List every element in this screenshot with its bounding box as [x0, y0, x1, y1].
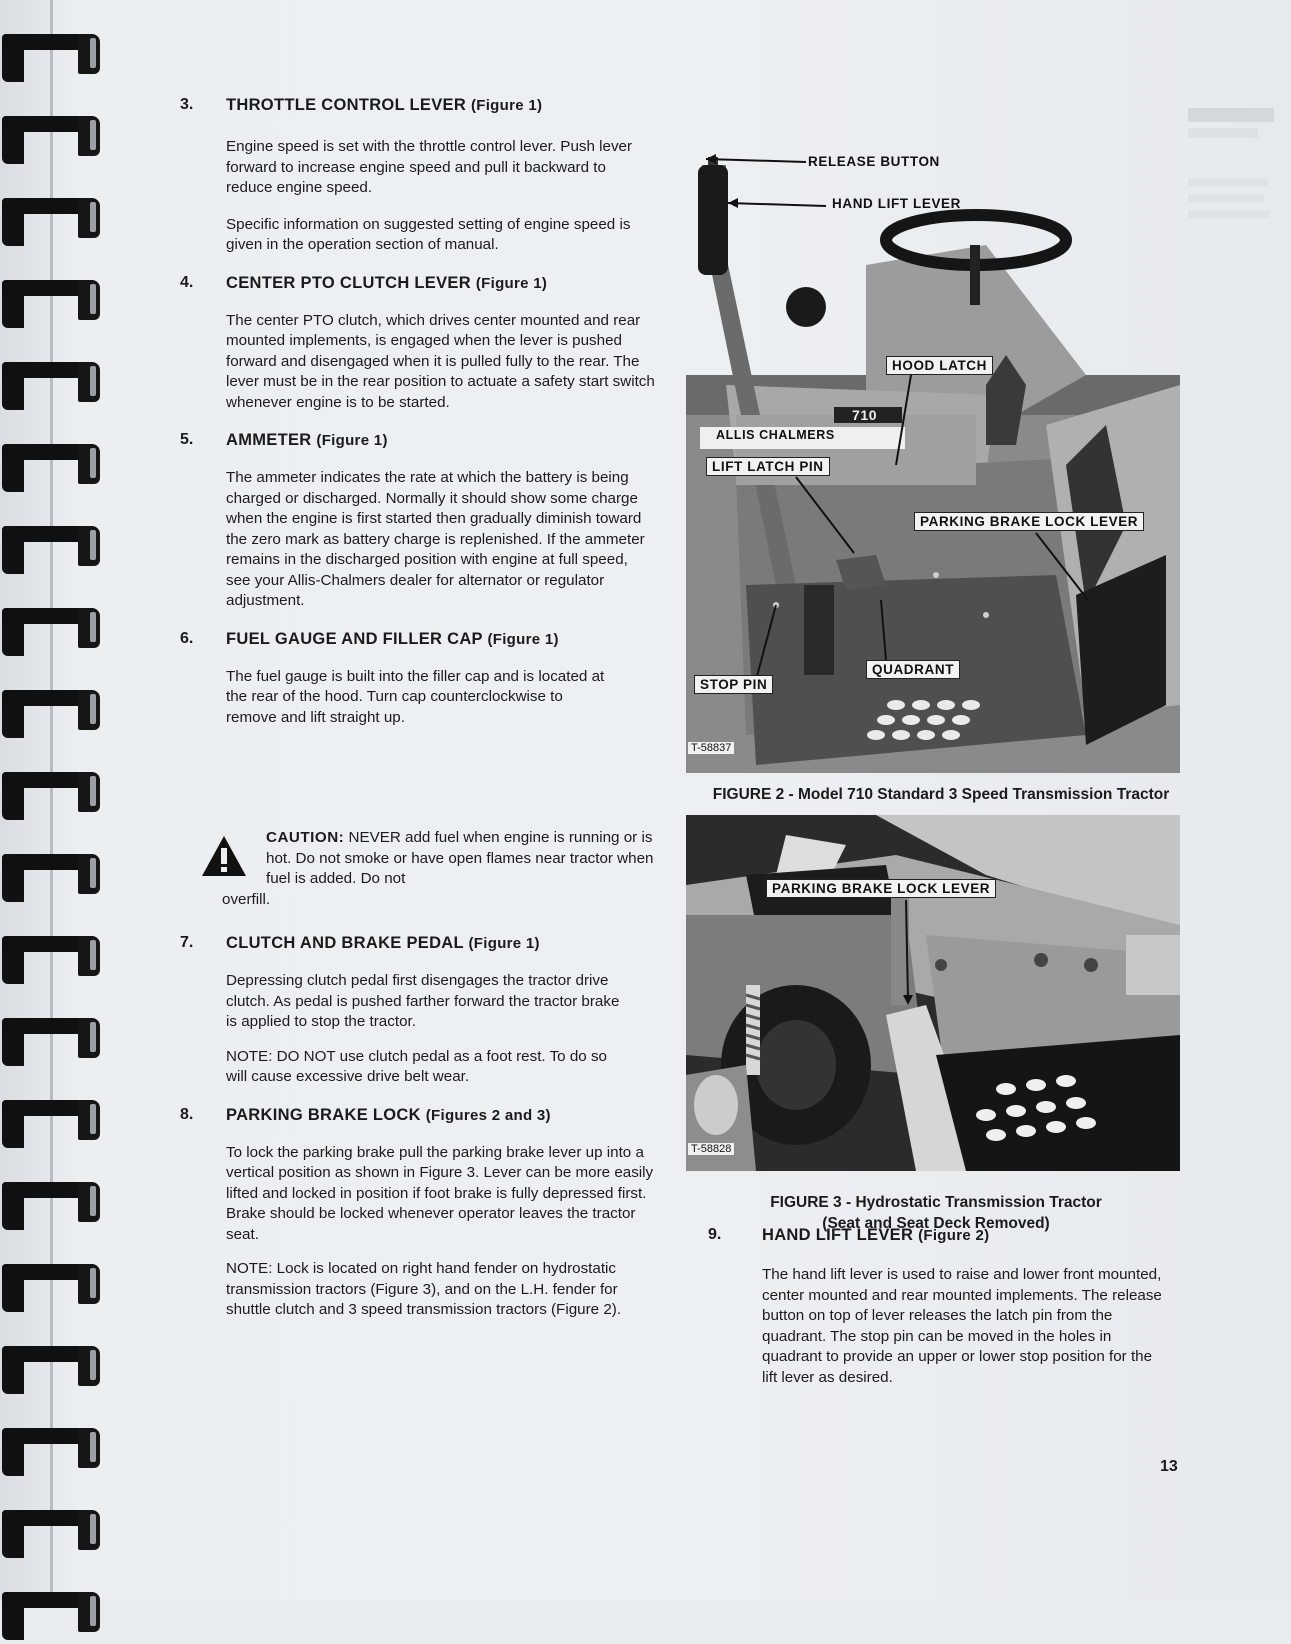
- label-quadrant: QUADRANT: [866, 660, 960, 679]
- section-5: [180, 431, 680, 612]
- section-4: [180, 274, 680, 414]
- section-number: 4.: [180, 273, 194, 291]
- bleed-through-text: [1188, 108, 1278, 226]
- paragraph: Specific information on suggested setting of engine speed is given in the operation section of manual.: [226, 215, 631, 253]
- section-heading: [226, 431, 680, 450]
- binding-coil: [2, 848, 98, 906]
- figure-reference: (Figure 1): [487, 630, 559, 648]
- section-title: AMMETER: [226, 431, 312, 449]
- binding-coil: [2, 766, 98, 824]
- caution-body: NEVER add fuel when engine is running or is hot. Do not smoke or have open flames near tractor when fuel is added. Do not: [266, 829, 654, 887]
- section-number: 6.: [180, 629, 194, 647]
- label-parking-brake-lock-lever: PARKING BRAKE LOCK LEVER: [766, 879, 996, 898]
- section-title: CENTER PTO CLUTCH LEVER: [226, 273, 471, 292]
- page-number: 13: [1160, 1458, 1178, 1475]
- section-heading: [226, 934, 680, 953]
- figure-3: [686, 815, 1180, 1171]
- label-release-button: RELEASE BUTTON: [808, 154, 940, 169]
- section-heading: [226, 630, 680, 649]
- binding-coil: [2, 1586, 98, 1644]
- figure-2-caption: FIGURE 2 - Model 710 Standard 3 Speed Transmission Tractor: [712, 786, 1170, 803]
- binding-coil: [2, 1094, 98, 1152]
- section-heading: [762, 1226, 1178, 1245]
- figure-3-caption-line-1: FIGURE 3 - Hydrostatic Transmission Tractor: [770, 1194, 1102, 1211]
- paragraph: NOTE: DO NOT use clutch pedal as a foot rest. To do so will cause excessive drive belt wear.: [226, 1047, 607, 1085]
- section-number: 8.: [180, 1105, 194, 1123]
- paragraph: To lock the parking brake pull the parking brake lever up into a vertical position as shown in Figure 3. Lever can be more easily lifted and locked in position if foot brake is fully depressed first. Brake should be locked whenever operator leaves the tractor seat.: [226, 1143, 654, 1243]
- binding-coil: [2, 520, 98, 578]
- paragraph: Depressing clutch pedal first disengages the tractor drive clutch. As pedal is pushed farther forward the tractor brake is applied to stop the tractor.: [226, 972, 620, 1030]
- figure-2: [686, 145, 1180, 773]
- figure-reference: (Figure 1): [470, 97, 543, 114]
- badge-model: 710: [852, 407, 878, 423]
- binding-coil: [2, 1258, 98, 1316]
- binding-coil: [2, 602, 98, 660]
- label-parking-brake-lock-lever: PARKING BRAKE LOCK LEVER: [914, 512, 1144, 531]
- binding-coil: [2, 356, 98, 414]
- binding-coil: [2, 192, 98, 250]
- binding-coil: [2, 1340, 98, 1398]
- figure-reference: (Figure 1): [468, 935, 540, 952]
- photo-number: T-58837: [688, 742, 734, 754]
- badge-brand: ALLIS CHALMERS: [716, 428, 835, 442]
- paragraph: The ammeter indicates the rate at which the battery is being charged or discharged. Normally it should show some charge when the engine is first started then gradually diminish toward the zero mark as battery charge is replenished. If the ammeter remains in the discharged position with engine at full speed, see your Allis-Chalmers dealer for alternator or regulator adjustment.: [226, 469, 645, 609]
- section-heading: [226, 1106, 680, 1125]
- label-stop-pin: STOP PIN: [694, 675, 773, 694]
- section-heading: [226, 96, 680, 115]
- binding-coil: [2, 28, 98, 86]
- section-8: [180, 1106, 680, 1321]
- warning-icon: [200, 834, 248, 878]
- figure-reference: (Figure 2): [918, 1227, 990, 1244]
- binding-coil: [2, 274, 98, 332]
- spiral-binding: [0, 0, 110, 1600]
- left-column-lower: [180, 934, 680, 1321]
- figure-reference: (Figure 1): [316, 432, 388, 449]
- caution-lead: CAUTION:: [266, 829, 345, 846]
- binding-coil: [2, 930, 98, 988]
- figure-3-caption-line-2: (Seat and Seat Deck Removed): [822, 1215, 1050, 1232]
- binding-coil: [2, 1504, 98, 1562]
- label-hood-latch: HOOD LATCH: [886, 356, 993, 375]
- binding-coil: [2, 110, 98, 168]
- section-number: 9.: [708, 1226, 722, 1243]
- right-column: [708, 1226, 1178, 1388]
- binding-coil: [2, 1012, 98, 1070]
- figure-reference: (Figures 2 and 3): [425, 1106, 551, 1124]
- section-title: CLUTCH AND BRAKE PEDAL: [226, 934, 464, 952]
- caution-text: [266, 828, 660, 890]
- section-9: [708, 1226, 1178, 1388]
- binding-coil: [2, 1176, 98, 1234]
- section-title: HAND LIFT LEVER: [762, 1226, 914, 1244]
- label-lift-latch-pin: LIFT LATCH PIN: [706, 457, 830, 476]
- photo-number: T-58828: [688, 1143, 734, 1155]
- section-number: 3.: [180, 96, 194, 113]
- caution-last-line: overfill.: [222, 890, 271, 908]
- figure-3-photo: [686, 815, 1180, 1171]
- binding-coil: [2, 438, 98, 496]
- binding-coil: [2, 1422, 98, 1480]
- section-7: [180, 934, 680, 1088]
- section-heading: [226, 274, 680, 293]
- paragraph: The fuel gauge is built into the filler cap and is located at the rear of the hood. Turn cap counterclockwise to remove and lift straight up.: [226, 667, 605, 726]
- section-6: [180, 630, 680, 729]
- caution-block: [200, 828, 660, 910]
- section-3: [180, 96, 680, 256]
- paragraph: NOTE: Lock is located on right hand fender on hydrostatic transmission tractors (Figure 3), and on the L.H. fender for shuttle clutch and 3 speed transmission tractors (Figure 2).: [226, 1260, 622, 1318]
- left-column: [180, 96, 680, 728]
- figure-reference: (Figure 1): [475, 274, 548, 292]
- section-title: FUEL GAUGE AND FILLER CAP: [226, 629, 483, 648]
- label-hand-lift-lever: HAND LIFT LEVER: [832, 196, 961, 211]
- section-title: PARKING BRAKE LOCK: [226, 1105, 421, 1124]
- section-number: 5.: [180, 431, 194, 448]
- paragraph: The hand lift lever is used to raise and lower front mounted, center mounted and rear mounted implements. The release button on top of lever releases the latch pin from the quadrant. The stop pin can be moved in the holes in quadrant to provide an upper or lower stop position for the lift lever as desired.: [762, 1266, 1162, 1386]
- section-number: 7.: [180, 934, 194, 951]
- paragraph: The center PTO clutch, which drives center mounted and rear mounted implements, is engaged when the lever is pushed forward and disengaged when it is pulled fully to the rear. The lever must be in the rear position to actuate a safety start switch whenever engine is to be started.: [226, 311, 655, 411]
- section-title: THROTTLE CONTROL LEVER: [226, 96, 467, 114]
- binding-coil: [2, 684, 98, 742]
- paragraph: Engine speed is set with the throttle control lever. Push lever forward to increase engine speed and pull it backward to reduce engine speed.: [226, 138, 633, 196]
